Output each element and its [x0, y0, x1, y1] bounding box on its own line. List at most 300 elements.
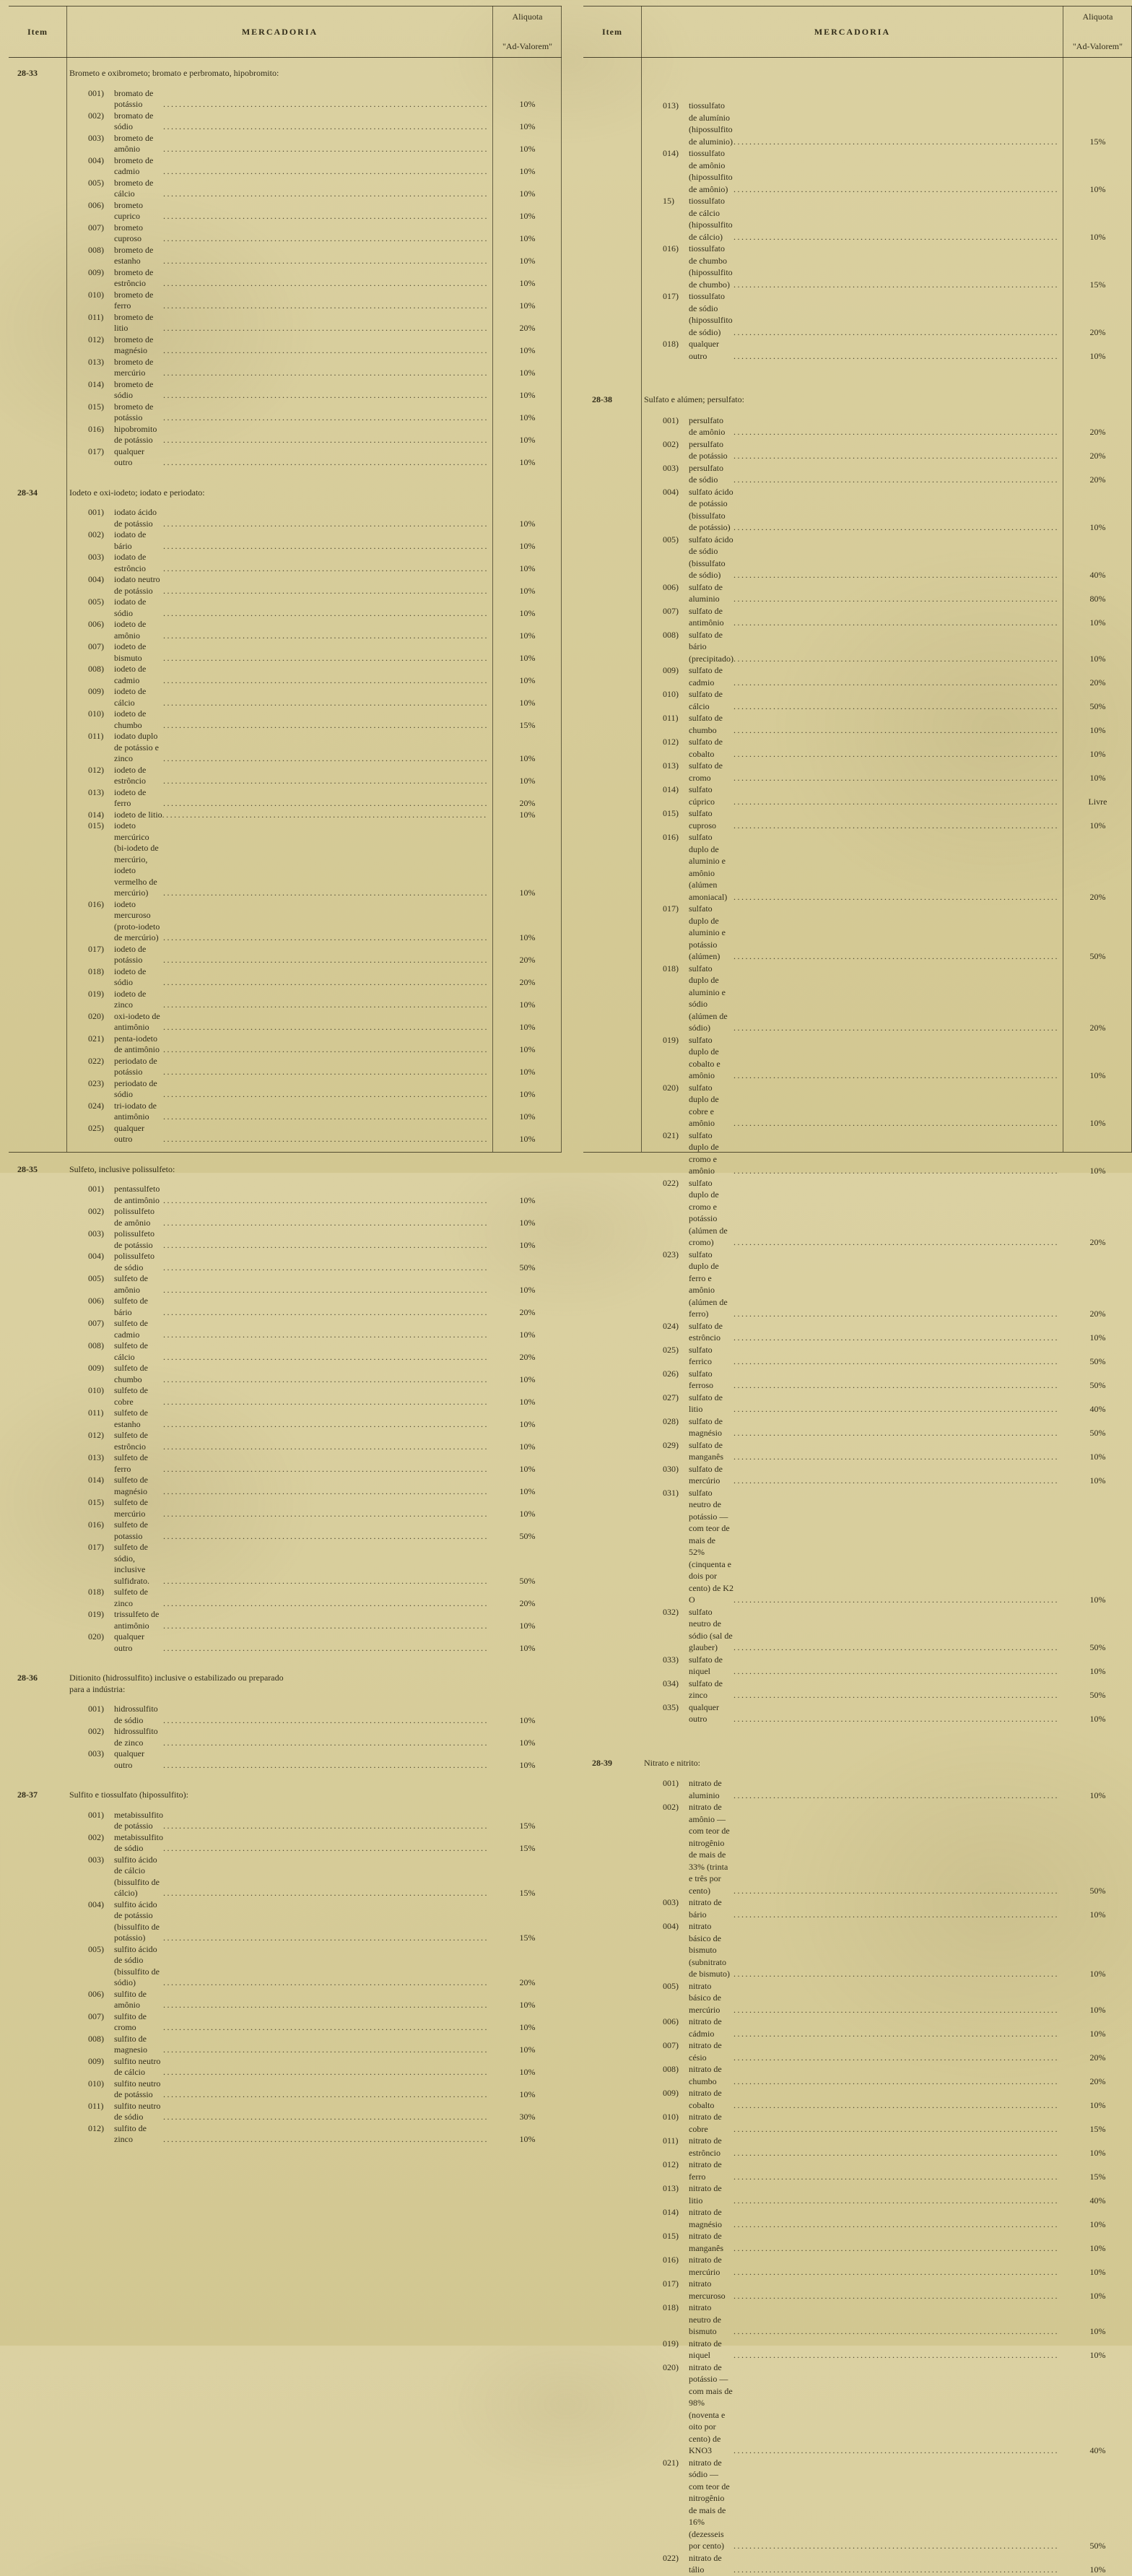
- row-mercadoria: [66, 944, 493, 966]
- row-description: nitrato básico de bismuto (subnitrato de bismuto): [689, 1921, 730, 1979]
- row-code: 013): [663, 760, 679, 771]
- row-code: 002): [88, 1726, 104, 1736]
- row-mercadoria: [641, 147, 1063, 195]
- dot-leader: [733, 1642, 1059, 1654]
- row-description: sulfato de cromo: [689, 760, 723, 783]
- row-description: iodeto mercuroso (proto-iodeto de mercúrio): [114, 898, 160, 942]
- row-mercadoria: [641, 2016, 1063, 2039]
- row-rate: 15%: [519, 719, 536, 730]
- table-row: [9, 312, 562, 334]
- row-description: sulfato ácido de sódio (bissulfato de sódio): [689, 534, 733, 580]
- table-row: [9, 899, 562, 944]
- table-row: [583, 290, 1132, 338]
- table-row: [9, 1519, 562, 1542]
- row-mercadoria: [641, 243, 1063, 290]
- row-rate: 10%: [519, 1111, 536, 1122]
- dot-leader: [163, 1307, 489, 1319]
- row-code: 005): [663, 1980, 679, 1991]
- row-code: 014): [88, 1475, 104, 1485]
- row-description: sulfato neutro de potássio — com teor de mais de 52% (cinquenta e dois por cento) de K2 O: [689, 1487, 733, 1605]
- table-row: [9, 222, 562, 245]
- row-code: 018): [88, 1587, 104, 1597]
- row-mercadoria: [66, 1251, 493, 1273]
- table-row: [9, 1855, 562, 1899]
- row-mercadoria: [66, 1452, 493, 1475]
- table-row: [9, 2078, 562, 2101]
- dot-leader: [163, 1486, 489, 1498]
- table-row: [583, 664, 1132, 688]
- row-code: 014): [663, 2207, 679, 2217]
- row-code: 007): [88, 1318, 104, 1328]
- table-row: [583, 243, 1132, 290]
- dot-leader: [733, 2099, 1059, 2112]
- row-mercadoria: [66, 899, 493, 944]
- row-rate: 10%: [519, 1217, 536, 1228]
- row-description: iodato de sódio: [114, 597, 147, 618]
- row-code: 016): [663, 243, 679, 253]
- table-header: [9, 6, 562, 58]
- row-rate: 10%: [1089, 2564, 1106, 2575]
- row-description: nitrato de niquel: [689, 2338, 722, 2360]
- item-column-divider: [641, 6, 642, 1152]
- row-code: 026): [663, 1368, 679, 1379]
- table-row: [9, 1184, 562, 1206]
- table-row: [583, 2362, 1132, 2457]
- row-rate: 10%: [519, 278, 536, 288]
- row-code: 010): [88, 1385, 104, 1395]
- table-row: [583, 1129, 1132, 1177]
- row-code: 003): [663, 1897, 679, 1907]
- table-row: [9, 1832, 562, 1855]
- table-row: [9, 267, 562, 290]
- row-mercadoria: [66, 110, 493, 133]
- row-description: iodato de bário: [114, 529, 147, 551]
- row-rate: 10%: [1089, 1790, 1106, 1800]
- table-row: [583, 605, 1132, 629]
- row-mercadoria: [641, 100, 1063, 147]
- row-code: 004): [88, 1899, 104, 1909]
- row-mercadoria: [641, 903, 1063, 963]
- row-description: brometo de mercúrio: [114, 356, 154, 378]
- dot-leader: [163, 99, 489, 110]
- row-description: sulfeto de bário: [114, 1296, 148, 1317]
- row-rate: 15%: [519, 1843, 536, 1853]
- row-description: persulfato de potássio: [689, 438, 728, 461]
- dot-leader: [733, 1117, 1059, 1129]
- row-description: nitrato de césio: [689, 2040, 722, 2063]
- row-description: pentassulfeto de antimônio: [114, 1184, 160, 1205]
- row-code: 011): [88, 1408, 104, 1418]
- table-row: [9, 1430, 562, 1452]
- table-row: [9, 1033, 562, 1056]
- row-code: 012): [88, 1430, 104, 1440]
- dot-leader: [733, 1236, 1059, 1249]
- table-row: [583, 1801, 1132, 1896]
- table-row: [9, 1251, 562, 1273]
- row-mercadoria: [641, 2135, 1063, 2159]
- row-description: nitrato de cobre: [689, 2112, 722, 2134]
- row-description: nitrato básico de mercúrio: [689, 1980, 721, 2015]
- row-mercadoria: [641, 1129, 1063, 1177]
- item-code: 28-36: [17, 1673, 38, 1683]
- row-code: 012): [663, 737, 679, 747]
- row-description: polissulfeto de sódio: [114, 1251, 154, 1272]
- row-code: 012): [663, 2159, 679, 2169]
- dot-leader: [733, 2290, 1059, 2302]
- row-code: 007): [88, 222, 104, 233]
- row-description: nitrato de bário: [689, 1897, 722, 1920]
- row-code: 008): [88, 2033, 104, 2044]
- table-row: [9, 1748, 562, 1771]
- table-row: [9, 1056, 562, 1078]
- row-code: 020): [88, 1010, 104, 1021]
- table-row: [9, 1810, 562, 1832]
- row-mercadoria: [641, 2039, 1063, 2063]
- row-rate: 10%: [1089, 2147, 1106, 2158]
- row-rate: 50%: [1089, 2541, 1106, 2551]
- row-rate: 10%: [519, 188, 536, 199]
- row-rate: 10%: [1089, 2266, 1106, 2277]
- row-description: hidrossulfito de zinco: [114, 1726, 158, 1748]
- table-row: [583, 760, 1132, 784]
- table-row: [583, 438, 1132, 462]
- row-mercadoria: [66, 1832, 493, 1855]
- section-header-spacer: [493, 1673, 562, 1695]
- row-description: persulfato de sódio: [689, 462, 723, 485]
- dot-leader: [733, 1427, 1059, 1439]
- row-mercadoria: [641, 664, 1063, 688]
- dot-leader: [163, 121, 489, 133]
- table-row: [9, 966, 562, 989]
- row-rate: 10%: [519, 1486, 536, 1496]
- row-rate: 20%: [519, 1306, 536, 1317]
- row-rate: 20%: [1089, 1023, 1106, 1033]
- row-mercadoria: [66, 357, 493, 379]
- row-rate: 10%: [519, 1396, 536, 1407]
- row-code: 007): [88, 641, 104, 651]
- table-row: [583, 2206, 1132, 2230]
- row-mercadoria: [66, 1855, 493, 1899]
- row-code: 004): [88, 574, 104, 584]
- row-mercadoria: [66, 2011, 493, 2034]
- table-row: [583, 147, 1132, 195]
- row-rate: 50%: [1089, 1885, 1106, 1896]
- row-description: qualquer outro: [114, 446, 144, 467]
- row-mercadoria: [641, 1344, 1063, 1368]
- row-description: nitrato de cobalto: [689, 2088, 722, 2110]
- row-code: 020): [88, 1631, 104, 1642]
- row-code: 004): [88, 1251, 104, 1261]
- dot-leader: [733, 1379, 1059, 1392]
- table-row: [583, 100, 1132, 147]
- dot-leader: [733, 1594, 1059, 1606]
- row-code: 016): [88, 423, 104, 434]
- dot-leader: [163, 2089, 489, 2101]
- row-description: sulfato cuproso: [689, 808, 716, 831]
- table-row: [583, 581, 1132, 605]
- row-code: 022): [663, 2552, 679, 2563]
- table-row: [583, 1392, 1132, 1415]
- table-row: [9, 1587, 562, 1609]
- row-rate: 20%: [519, 1597, 536, 1608]
- row-mercadoria: [641, 1920, 1063, 1980]
- row-description: brometo de potássio: [114, 401, 154, 422]
- dot-leader: [163, 1419, 489, 1431]
- row-description: sulfato ácido de potássio (bissulfato de potássio): [689, 486, 733, 532]
- table-row: [583, 1249, 1132, 1320]
- table-row: [9, 1385, 562, 1408]
- row-code: 014): [88, 378, 104, 389]
- dot-leader: [733, 1451, 1059, 1463]
- section-title: Sulfeto, inclusive polissulfeto:: [69, 1163, 175, 1174]
- row-rate: 10%: [1089, 617, 1106, 628]
- row-rate: 10%: [519, 675, 536, 685]
- row-code: 017): [663, 903, 679, 914]
- row-mercadoria: [66, 1011, 493, 1033]
- section-title: Sulfito e tiossulfato (hipossulfito):: [69, 1790, 188, 1800]
- table-row: [583, 1439, 1132, 1463]
- row-description: sulfato de estrôncio: [689, 1320, 723, 1343]
- row-rate: 20%: [1089, 891, 1106, 902]
- dot-leader: [733, 772, 1059, 784]
- row-code: 008): [88, 1340, 104, 1350]
- row-rate: 10%: [1089, 2350, 1106, 2360]
- row-description: sulfeto de estanho: [114, 1408, 148, 1429]
- item-code: 28-39: [592, 1757, 612, 1768]
- row-description: sulfato de cadmio: [689, 665, 723, 688]
- row-rate: 10%: [519, 1759, 536, 1770]
- row-rate: 10%: [1089, 2290, 1106, 2301]
- row-mercadoria: [66, 641, 493, 664]
- dot-leader: [163, 1089, 489, 1101]
- row-code: 007): [88, 2011, 104, 2021]
- table-row: [9, 1609, 562, 1631]
- row-rate: 10%: [519, 1067, 536, 1077]
- table-row: [583, 2159, 1132, 2182]
- row-mercadoria: [641, 2182, 1063, 2206]
- row-mercadoria: [641, 2111, 1063, 2135]
- dot-leader: [163, 1760, 489, 1771]
- row-code: 017): [88, 1542, 104, 1552]
- row-description: tiossulfato de amônio (hipossulfito de amônio): [689, 148, 733, 194]
- row-mercadoria: [66, 155, 493, 178]
- header-mercadoria-label: MERCADORIA: [241, 26, 318, 37]
- row-mercadoria: [641, 338, 1063, 362]
- row-description: iodeto de estrôncio: [114, 764, 147, 786]
- row-mercadoria: [641, 2552, 1063, 2576]
- dot-leader: [733, 1475, 1059, 1487]
- table-row: [583, 807, 1132, 831]
- row-rate: 20%: [1089, 451, 1106, 461]
- row-mercadoria: [66, 1078, 493, 1101]
- row-mercadoria: [641, 629, 1063, 665]
- row-mercadoria: [641, 760, 1063, 784]
- dot-leader: [163, 390, 489, 402]
- table-row: [583, 629, 1132, 665]
- row-code: 011): [663, 713, 679, 723]
- table-row: [9, 1475, 562, 1497]
- dot-leader: [163, 1643, 489, 1655]
- row-mercadoria: [641, 2338, 1063, 2362]
- row-description: sulfito ácido de sódio (bissulfito de sódio): [114, 1943, 160, 1987]
- row-rate: 20%: [519, 1351, 536, 1362]
- dot-leader: [163, 1262, 489, 1274]
- table-row: [583, 1920, 1132, 1980]
- dot-leader: [163, 166, 489, 178]
- dot-leader: [163, 1044, 489, 1056]
- table-row: [9, 2011, 562, 2034]
- table-row: [583, 1777, 1132, 1801]
- row-rate: 10%: [1089, 1118, 1106, 1128]
- row-description: tiossulfato de sódio (hipossulfito de sódio): [689, 291, 733, 337]
- row-rate: 10%: [519, 1134, 536, 1144]
- table-row: [583, 1654, 1132, 1678]
- row-description: nitrato mercuroso: [689, 2278, 726, 2301]
- row-code: 010): [88, 289, 104, 300]
- table-row: [583, 963, 1132, 1034]
- row-mercadoria: [641, 1654, 1063, 1678]
- table-row: [9, 597, 562, 619]
- row-description: sulfito ácido de cálcio (bissulfito de cálcio): [114, 1854, 160, 1898]
- table-row: [583, 2135, 1132, 2159]
- row-mercadoria: [66, 597, 493, 619]
- row-rate: 10%: [1089, 1332, 1106, 1343]
- row-rate: 10%: [519, 540, 536, 551]
- dot-leader: [163, 2000, 489, 2011]
- row-mercadoria: [66, 1519, 493, 1542]
- dot-leader: [733, 326, 1059, 339]
- row-description: oxi-iodeto de antimônio: [114, 1010, 160, 1032]
- dot-leader: [733, 653, 1059, 665]
- dot-leader: [163, 698, 489, 709]
- row-mercadoria: [66, 1748, 493, 1771]
- dot-leader: [163, 1374, 489, 1386]
- table-row: [9, 446, 562, 469]
- dot-leader: [163, 412, 489, 424]
- row-mercadoria: [641, 2278, 1063, 2302]
- row-code: 016): [88, 1519, 104, 1530]
- row-rate: 10%: [519, 121, 536, 131]
- row-description: nitrato de estrôncio: [689, 2135, 722, 2158]
- row-description: metabissulfito de potássio: [114, 1809, 163, 1831]
- row-mercadoria: [66, 1228, 493, 1251]
- item-code: 28-38: [592, 394, 612, 404]
- row-mercadoria: [66, 312, 493, 334]
- section-header: [9, 1164, 562, 1176]
- row-mercadoria: [66, 1206, 493, 1228]
- dot-leader: [163, 1888, 489, 1899]
- table-row: [583, 2457, 1132, 2552]
- dot-leader: [163, 1821, 489, 1832]
- row-rate: 50%: [1089, 701, 1106, 711]
- table-row: [9, 507, 562, 529]
- table-row: [9, 334, 562, 357]
- dot-leader: [733, 2445, 1059, 2457]
- dot-leader: [733, 2195, 1059, 2207]
- row-description: nitrato de cádmio: [689, 2016, 722, 2039]
- row-description: sulfito neutro de cálcio: [114, 2055, 161, 2077]
- row-rate: 10%: [1089, 2326, 1106, 2336]
- dot-leader: [163, 435, 489, 446]
- dot-leader: [162, 810, 489, 821]
- table-body: [9, 58, 562, 2146]
- dot-leader: [733, 2052, 1059, 2064]
- section-header: [9, 487, 562, 499]
- dot-leader: [163, 653, 489, 664]
- section: [9, 487, 562, 1145]
- row-mercadoria: [66, 1273, 493, 1296]
- row-rate: 10%: [1089, 2028, 1106, 2039]
- row-rate: 10%: [1089, 522, 1106, 532]
- dot-leader: [733, 350, 1059, 363]
- table-row: [9, 200, 562, 222]
- dot-leader: [163, 188, 489, 200]
- table-row: [583, 486, 1132, 534]
- row-mercadoria: [66, 1385, 493, 1408]
- row-code: 022): [663, 1177, 679, 1188]
- row-code: 005): [88, 597, 104, 607]
- table-row: [583, 1177, 1132, 1249]
- row-mercadoria: [641, 1896, 1063, 1920]
- row-description: iodeto de litio: [114, 809, 162, 820]
- row-description: sulfato de niquel: [689, 1654, 723, 1676]
- table-row: [583, 1606, 1132, 1654]
- row-mercadoria: [66, 200, 493, 222]
- dot-leader: [163, 1531, 489, 1543]
- table-row: [583, 1034, 1132, 1082]
- table-row: [9, 944, 562, 966]
- row-rate: 10%: [1089, 350, 1106, 361]
- row-mercadoria: [641, 712, 1063, 736]
- table-row: [9, 708, 562, 731]
- table-row: [9, 402, 562, 424]
- row-code: 011): [88, 311, 104, 322]
- table-row: [9, 2056, 562, 2078]
- row-description: iodeto mercúrico (bi-iodeto de mercúrio, iodeto vermelho de mercúrio): [114, 820, 159, 898]
- row-rate: 10%: [519, 1418, 536, 1429]
- row-mercadoria: [641, 736, 1063, 760]
- row-rate: 10%: [519, 1620, 536, 1631]
- table-row: [9, 552, 562, 574]
- dot-leader: [163, 1330, 489, 1341]
- dot-leader: [163, 955, 489, 966]
- row-description: nitrato de ferro: [689, 2159, 722, 2182]
- row-description: persulfato de amônio: [689, 415, 726, 437]
- row-code: 007): [663, 605, 679, 616]
- row-rate: 10%: [519, 607, 536, 618]
- row-mercadoria: [66, 178, 493, 200]
- row-rate: 10%: [519, 1374, 536, 1384]
- table-row: [9, 88, 562, 110]
- row-code: 016): [88, 898, 104, 909]
- row-description: sulfato de aluminio: [689, 581, 723, 604]
- row-rate: 50%: [1089, 1428, 1106, 1438]
- row-mercadoria: [66, 88, 493, 110]
- dot-leader: [163, 1397, 489, 1408]
- row-rate: 10%: [1089, 2004, 1106, 2015]
- dot-leader: [733, 1022, 1059, 1034]
- table-row: [9, 2034, 562, 2056]
- row-description: tiossulfato de cálcio (hipossulfito de cálcio): [689, 196, 733, 242]
- row-code: 015): [88, 401, 104, 412]
- row-description: iodato duplo de potássio e zinco: [114, 731, 159, 763]
- dot-leader: [733, 2028, 1059, 2040]
- row-code: 017): [88, 446, 104, 456]
- row-rate: 10%: [519, 233, 536, 243]
- row-rate: 10%: [519, 518, 536, 529]
- dot-leader: [733, 2076, 1059, 2088]
- row-code: 016): [663, 832, 679, 842]
